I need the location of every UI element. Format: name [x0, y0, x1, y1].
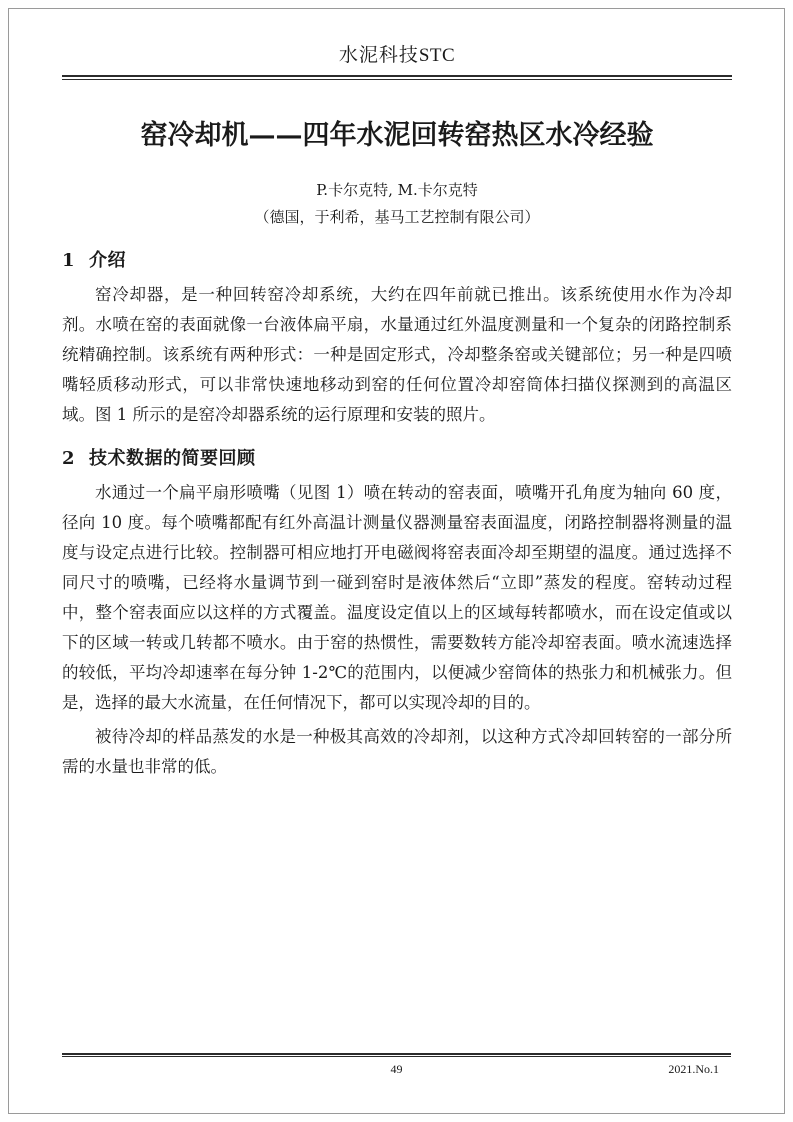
paragraph-1-1: 窑冷却器，是一种回转窑冷却系统，大约在四年前就已推出。该系统使用水作为冷却剂。水喷在窑的表面就像一台液体扁平扇，水量通过红外温度测量和一个复杂的闭路控制系统精确控制。该系统有两种形式：一种是固定形式，冷却整条窑或关键部位；另一种是四喷嘴轻质移动形式，可以非常快速地移动到窑的任何位置冷却窑筒体扫描仪探测到的高温区域。图 1 所示的是窑冷却器系统的运行原理和安装的照片。 — [62, 284, 732, 424]
running-header — [62, 40, 732, 73]
journal-name-cn: 水泥科技 — [338, 44, 419, 66]
issue-label: 2021.No.1 — [668, 1062, 719, 1076]
page-number: 49 — [390, 1062, 403, 1076]
section-title-1: 介绍 — [89, 249, 127, 271]
page-footer — [62, 1053, 731, 1080]
header-rule-thick — [62, 75, 732, 77]
section-heading-2 — [62, 444, 732, 470]
section-number-2: 2 — [62, 447, 76, 469]
paragraph-2-2: 被待冷却的样品蒸发的水是一种极其高效的冷却剂，以这种方式冷却回转窑的一部分所需的水量也非常的低。 — [62, 726, 732, 776]
section-title-2: 技术数据的简要回顾 — [89, 447, 256, 469]
page-content — [62, 40, 732, 1082]
header-rule-thin — [62, 79, 732, 80]
footer-row — [62, 1062, 731, 1080]
paragraph-2-1: 水通过一个扁平扇形喷嘴（见图 1）喷在转动的窑表面，喷嘴开孔角度为轴向 60 度，径向 10 度。每个喷嘴都配有红外高温计测量仪器测量窑表面温度，闭路控制器将测量的温度与设定点进行比较。控制器可相应地打开电磁阀将窑表面冷却至期望的温度。通过选择不同尺寸的喷嘴，已经将水量调节到一碰到窑时是液体然后“立即”蒸发的程度。窑转动过程中，整个窑表面应以这样的方式覆盖。温度设定值以上的区域每转都喷水，而在设定值或以下的区域一转或几转都不喷水。由于窑的热惯性，需要数转方能冷却窑表面。喷水流速选择的较低，平均冷却速率在每分钟 1-2℃的范围内，以便减少窑筒体的热张力和机械张力。但是，选择的最大水流量，在任何情况下，都可以实现冷却的目的。 — [62, 482, 732, 712]
footer-rule-thin — [62, 1056, 731, 1057]
author-line: P.卡尔克特, M.卡尔克特 — [316, 181, 478, 200]
journal-name-en: STC — [418, 45, 456, 66]
affiliation-line: （德国，于利希，基马工艺控制有限公司） — [254, 208, 540, 227]
section-heading-1 — [62, 246, 732, 272]
section-number-1: 1 — [62, 249, 76, 271]
page-title: 窑冷却机——四年水泥回转窑热区水冷经验 — [140, 120, 654, 151]
footer-rule-thick — [62, 1053, 731, 1055]
